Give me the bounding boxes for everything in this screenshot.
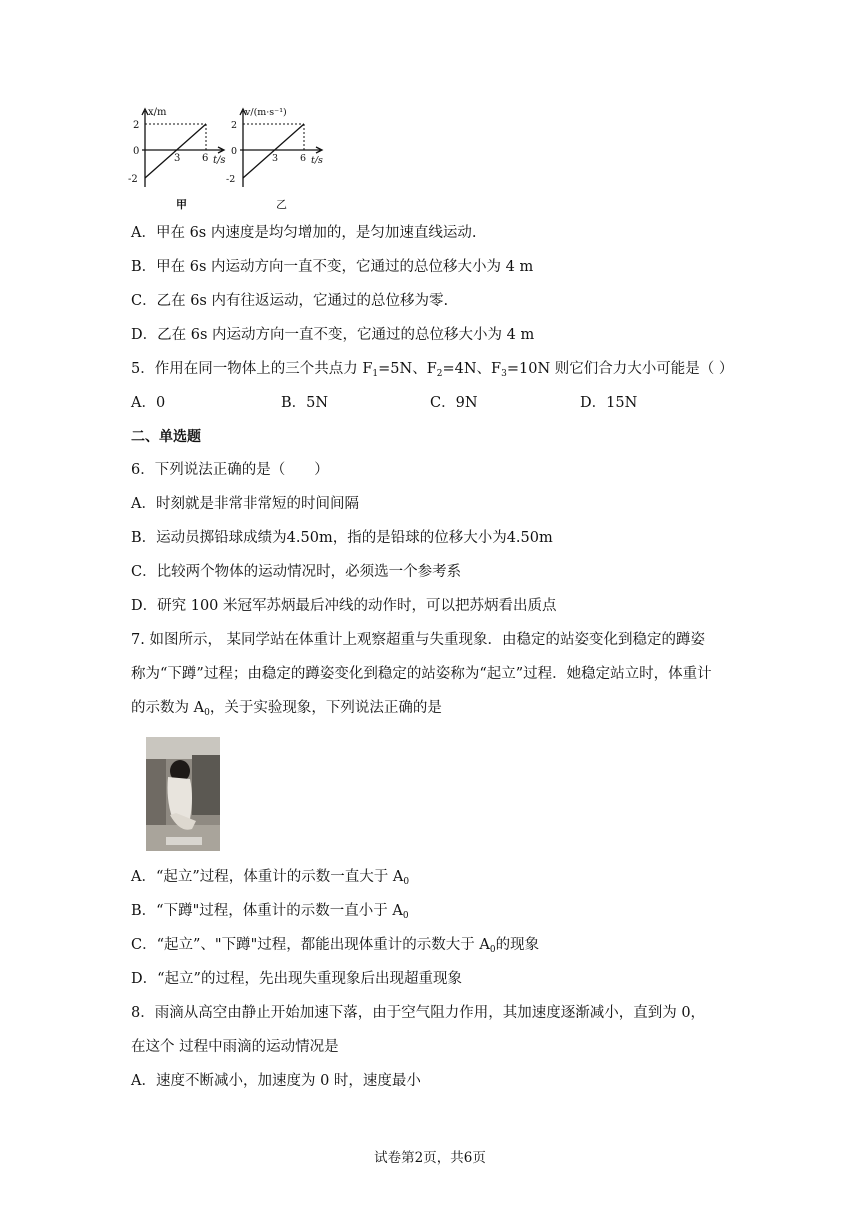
q7-stem-line3: 的示数为 $A_0$，关于实验现象，下列说法正确的是 [131,700,442,718]
q7-option-d: D．“起立”的过程，先出现失重现象后出现超重现象 [131,971,462,987]
q8-stem-line2: 在这个 过程中雨滴的运动情况是 [131,1039,339,1055]
q6-option-d: D．研究 100 米冠军苏炳最后冲线的动作时，可以把苏炳看出质点 [131,598,557,614]
svg-text:t/s: t/s [311,155,323,166]
svg-text:6: 6 [300,153,307,164]
q7-option-c: C．“起立”、"下蹲"过程，都能出现体重计的示数大于 $A_0$的现象 [131,937,540,955]
q7-option-a: A．“起立”过程，体重计的示数一直大于 $A_0$ [131,869,410,887]
q6-stem: 6．下列说法正确的是（ ） [131,462,329,478]
q4-option-d: D．乙在 6s 内运动方向一直不变，它通过的总位移大小为 4 m [131,327,535,343]
section-heading: 二、单选题 [131,429,201,445]
graph-yi-caption: 乙 [276,198,287,211]
graph-jia [128,103,228,213]
q7-stem-line2: 称为“下蹲”过程；由稳定的蹲姿变化到稳定的站姿称为“起立”过程．她稳定站立时，体重计 [131,666,712,682]
q5-option-b: B．5N [281,395,329,411]
svg-text:2: 2 [231,120,238,131]
q8-option-a: A．速度不断减小，加速度为 0 时，速度最小 [131,1073,421,1089]
graph-jia-ylabel: x/m [148,107,167,118]
q4-option-b: B．甲在 6s 内运动方向一直不变，它通过的总位移大小为 4 m [131,259,534,275]
q7-option-b: B．“下蹲"过程，体重计的示数一直小于 $A_0$ [131,903,409,921]
page-footer: 试卷第2页，共6页 [374,1150,486,1166]
q5-option-c: C．9N [430,395,478,411]
q6-option-a: A．时刻就是非常非常短的时间间隔 [131,496,359,512]
q5-stem: 5．作用在同一物体上的三个共点力 $F_1=5N$、$F_2=4N$、$F_3=10N$ 则它们合力大小可能是（ ） [131,361,734,379]
svg-text:t/s: t/s [213,155,226,166]
svg-text:3: 3 [272,153,279,164]
q8-stem-line1: 8．雨滴从高空由静止开始加速下落，由于空气阻力作用，其加速度逐渐减小，直到为 0， [131,1005,706,1021]
q6-option-b: B．运动员掷铅球成绩为4.50m，指的是铅球的位移大小为4.50m [131,530,553,546]
svg-text:3: 3 [174,153,181,164]
q5-option-a: A．0 [131,395,166,411]
graph-jia-caption: 甲 [176,198,187,211]
svg-text:-2: -2 [128,174,138,185]
svg-text:-2: -2 [226,174,236,185]
q4-option-c: C．乙在 6s 内有往返运动，它通过的总位移为零. [131,293,449,309]
svg-text:6: 6 [202,153,209,164]
svg-text:0: 0 [231,146,238,157]
graph-yi-ylabel: v/(m·s⁻¹) [245,107,287,118]
q7-stem-line1: 7. 如图所示， 某同学站在体重计上观察超重与失重现象．由稳定的站姿变化到稳定的蹲姿 [131,632,706,648]
q4-option-a: A．甲在 6s 内速度是均匀增加的，是匀加速直线运动. [131,225,477,241]
svg-text:2: 2 [133,120,140,131]
q6-option-c: C．比较两个物体的运动情况时，必须选一个参考系 [131,564,462,580]
q5-option-d: D．15N [580,395,638,411]
graph-yi [226,103,336,213]
svg-text:0: 0 [133,146,140,157]
student-on-scale-photo [146,737,220,851]
